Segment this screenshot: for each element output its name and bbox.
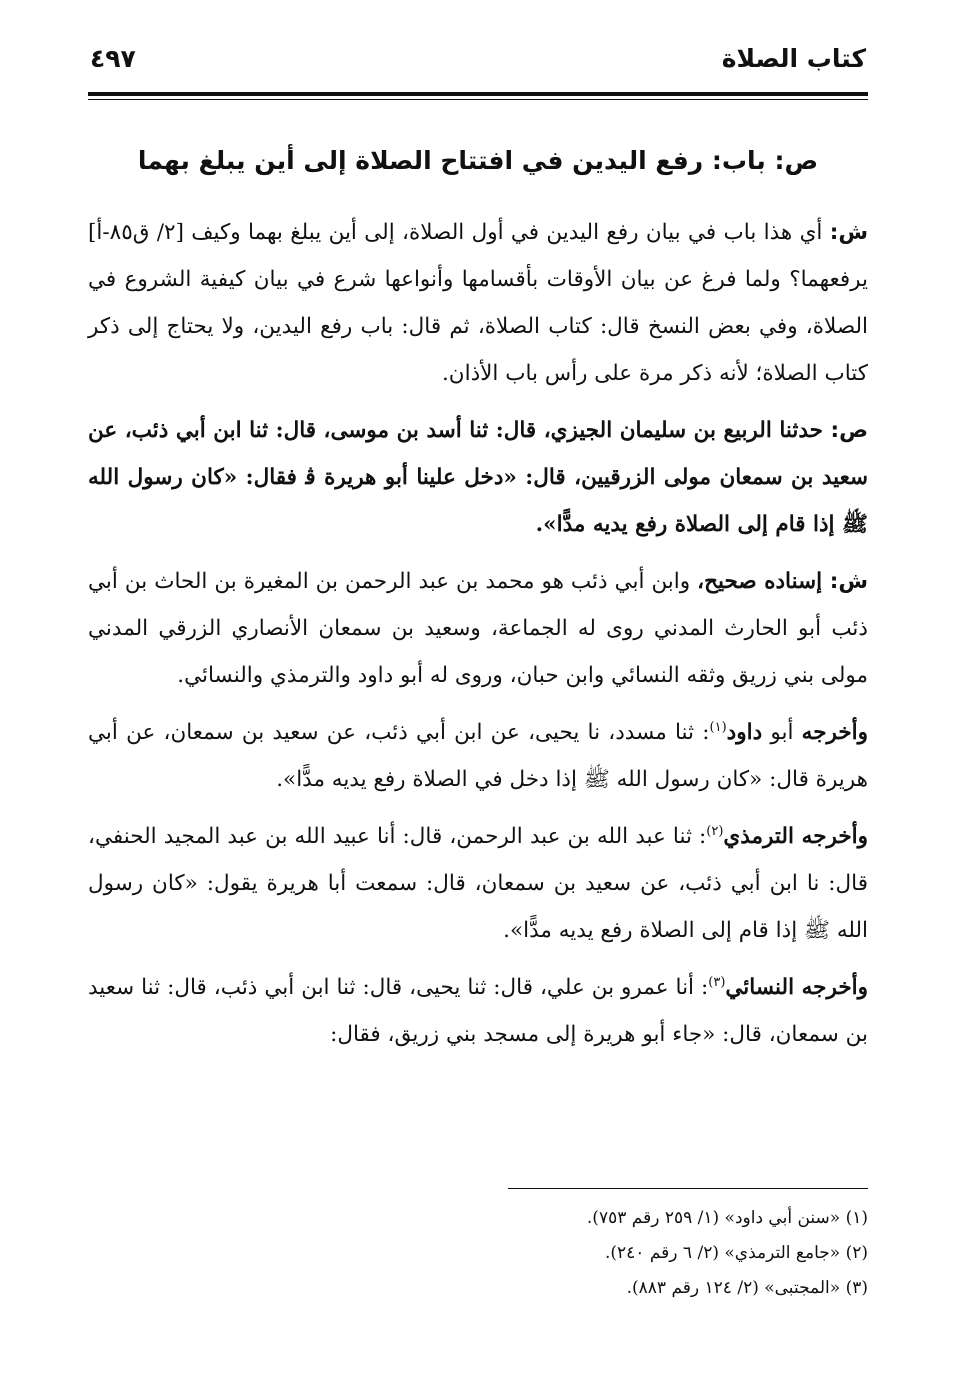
paragraph-text: : ثنا عبد الله بن عبد الرحمن، قال: أنا عبيد الله بن عبد المجيد الحنفي، قال: نا ابن أبي ذئب، عن سعيد بن سمعان، قال: سمعت أبا هريرة يقول: «كان رسول الله ﷺ إذا قام إلى الصلاة رفع يديه مدًّا». bbox=[88, 824, 868, 943]
header-rule-thin bbox=[88, 99, 868, 100]
takhrij-nasai bbox=[88, 964, 868, 1058]
book-page bbox=[88, 44, 868, 1068]
footnote-ref-2[interactable]: (٢) bbox=[706, 823, 724, 839]
footnote-3: (٣) «المجتبى» (٢/ ١٢٤ رقم ٨٨٣). bbox=[626, 1278, 868, 1298]
footnote-2: (٢) «جامع الترمذي» (٢/ ٦ رقم ٢٤٠). bbox=[605, 1243, 868, 1263]
hadith-text-paragraph bbox=[88, 407, 868, 548]
paragraph-lead: وأخرجه bbox=[801, 720, 868, 745]
footnote-1: (١) «سنن أبي داود» (١/ ٢٥٩ رقم ٧٥٣). bbox=[586, 1208, 868, 1228]
takhrij-abu-dawud bbox=[88, 709, 868, 803]
paragraph-lead: ش: bbox=[829, 220, 868, 245]
running-header bbox=[88, 44, 868, 90]
paragraph-lead: ش: bbox=[829, 569, 868, 594]
header-rule-thick bbox=[88, 92, 868, 96]
footnote-ref-1[interactable]: (١) bbox=[709, 719, 727, 735]
running-title: كتاب الصلاة bbox=[721, 44, 866, 73]
paragraph-lead: ص: bbox=[830, 418, 868, 443]
paragraph-plain: أبو bbox=[762, 720, 802, 745]
paragraph-bold: داود bbox=[726, 720, 763, 745]
paragraph-text: أي هذا باب في بيان رفع اليدين في أول الصلاة، إلى أين يبلغ بهما وكيف [٢/ ق٨٥-أ] يرفعهما؟ ولما فرغ عن بيان الأوقات بأقسامها وأنواعها شرع في بيان كيفية الشروع في الصلاة، وفي بعض النسخ قال: كتاب الصلاة، ثم قال: باب رفع اليدين، ولا يحتاج إلى ذكر كتاب الصلاة؛ لأنه ذكر مرة على رأس باب الأذان. bbox=[88, 220, 868, 386]
paragraph-bold: إسناده صحيح، bbox=[697, 569, 830, 594]
paragraph-text: : أنا عمرو بن علي، قال: ثنا يحيى، قال: ثنا ابن أبي ذئب، قال: ثنا سعيد بن سمعان، قال: «جاء أبو هريرة إلى مسجد بني زريق، فقال: bbox=[88, 975, 868, 1047]
chapter-heading: ص: باب: رفع اليدين في افتتاح الصلاة إلى أين يبلغ بهما bbox=[137, 146, 819, 175]
paragraph-lead: وأخرجه النسائي bbox=[725, 975, 868, 1000]
paragraph-lead: وأخرجه الترمذي bbox=[723, 824, 868, 849]
commentary-paragraph-1 bbox=[88, 209, 868, 397]
takhrij-tirmidhi bbox=[88, 813, 868, 954]
footnote-ref-3[interactable]: (٣) bbox=[708, 974, 726, 990]
paragraph-text: : ثنا مسدد، نا يحيى، عن ابن أبي ذئب، عن سعيد بن سمعان، عن أبي هريرة قال: «كان رسول الله ﷺ إذا دخل في الصلاة رفع يديه مدًّا». bbox=[88, 720, 868, 792]
paragraph-text: حدثنا الربيع بن سليمان الجيزي، قال: ثنا أسد بن موسى، قال: ثنا ابن أبي ذئب، عن سعيد بن سمعان مولى الزرقيين، قال: «دخل علينا أبو هريرة ﭬ فقال: «كان رسول الله ﷺ إذا قام إلى الصلاة رفع يديه مدًّا». bbox=[88, 418, 868, 537]
page-number: ٤٩٧ bbox=[90, 44, 136, 73]
commentary-paragraph-2 bbox=[88, 558, 868, 699]
footnotes bbox=[508, 1188, 868, 1306]
paragraph-text: وابن أبي ذئب هو محمد بن عبد الرحمن بن المغيرة بن الحاث بن أبي ذئب أبو الحارث المدني روى له الجماعة، وسعيد بن سمعان الأنصاري الزرقي المدني مولى بني زريق وثقه النسائي وابن حبان، وروى له أبو داود والترمذي والنسائي. bbox=[88, 569, 868, 688]
